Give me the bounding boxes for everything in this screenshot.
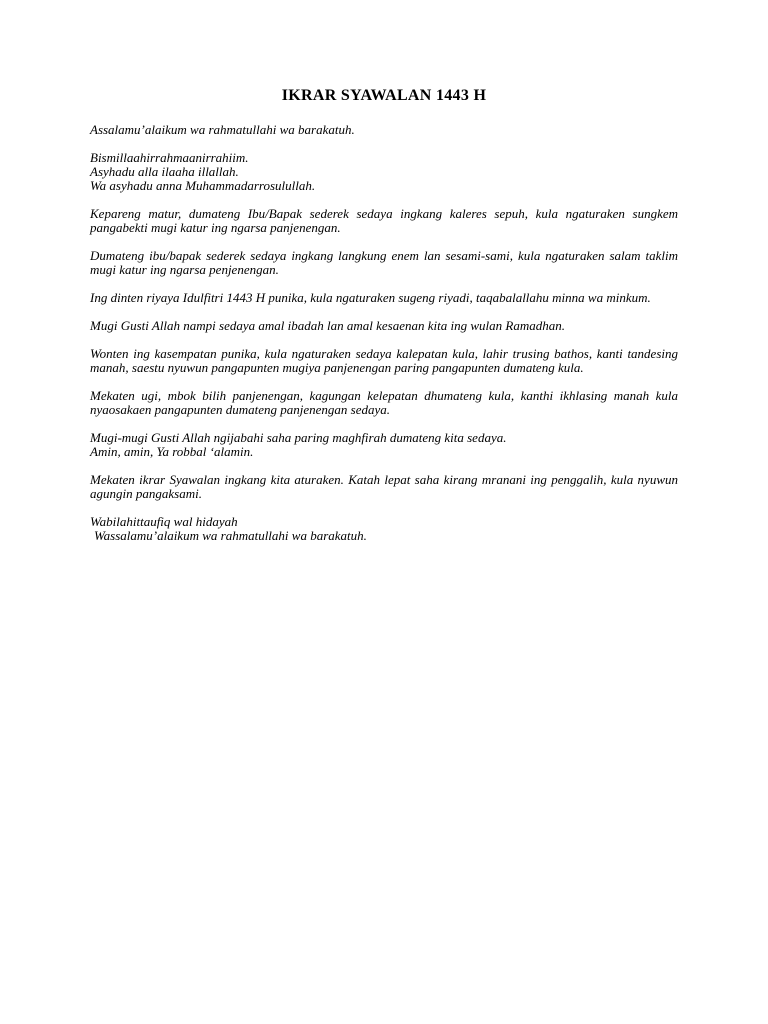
paragraph-line: Assalamu’alaikum wa rahmatullahi wa barakatuh. [90,122,355,137]
paragraph-idulfitri [90,291,678,305]
paragraph-line: Ing dinten riyaya Idulfitri 1443 H punika, kula ngaturaken sugeng riyadi, taqabalallahu minna wa minkum. [90,290,651,305]
paragraph-line: Asyhadu alla ilaaha illallah. [90,164,239,179]
paragraph-line: Kepareng matur, dumateng Ibu/Bapak sederek sedaya ingkang kaleres sepuh, kula ngaturaken sungkem pangabekti mugi katur ing ngarsa panjenengan. [90,206,678,235]
paragraph-ramadhan [90,319,678,333]
paragraph-shahada [90,151,678,193]
paragraph-forgiveness [90,389,678,417]
paragraph-line: Wassalamu’alaikum wa rahmatullahi wa barakatuh. [94,528,367,543]
paragraph-elders [90,207,678,235]
paragraph-apology [90,347,678,375]
paragraph-prayer [90,431,678,459]
paragraph-line: Mugi-mugi Gusti Allah ngijabahi saha paring maghfirah dumateng kita sedaya. [90,430,507,445]
document-body [90,123,678,557]
paragraph-line: Mugi Gusti Allah nampi sedaya amal ibadah lan amal kesaenan kita ing wulan Ramadhan. [90,318,565,333]
paragraph-line: Amin, amin, Ya robbal ‘alamin. [90,444,254,459]
paragraph-line: Bismillaahirrahmaanirrahiim. [90,150,249,165]
paragraph-line: Wa asyhadu anna Muhammadarrosulullah. [90,178,316,193]
document-title: IKRAR SYAWALAN 1443 H [281,87,487,104]
paragraph-line: Mekaten ugi, mbok bilih panjenengan, kagungan kelepatan dhumateng kula, kanthi ikhlasing manah kula nyaosakaen pangapunten dumateng panjenengan sedaya. [90,388,678,417]
paragraph-closing [90,473,678,501]
paragraph-line: Wonten ing kasempatan punika, kula ngaturaken sedaya kalepatan kula, lahir trusing bathos, kanti tandesing manah, saestu nyuwun pangapunten mugiya panjenengan paring pangapunten dumateng kula. [90,346,678,375]
paragraph-line: Mekaten ikrar Syawalan ingkang kita aturaken. Katah lepat saha kirang mranani ing penggalih, kula nyuwun agungin pangaksami. [90,472,678,501]
paragraph-farewell [90,515,678,543]
paragraph-greeting [90,123,678,137]
paragraph-line: Dumateng ibu/bapak sederek sedaya ingkang langkung enem lan sesami-sami, kula ngaturaken salam taklim mugi katur ing ngarsa penjenengan. [90,248,678,277]
paragraph-line: Wabilahittaufiq wal hidayah [90,514,238,529]
paragraph-younger [90,249,678,277]
